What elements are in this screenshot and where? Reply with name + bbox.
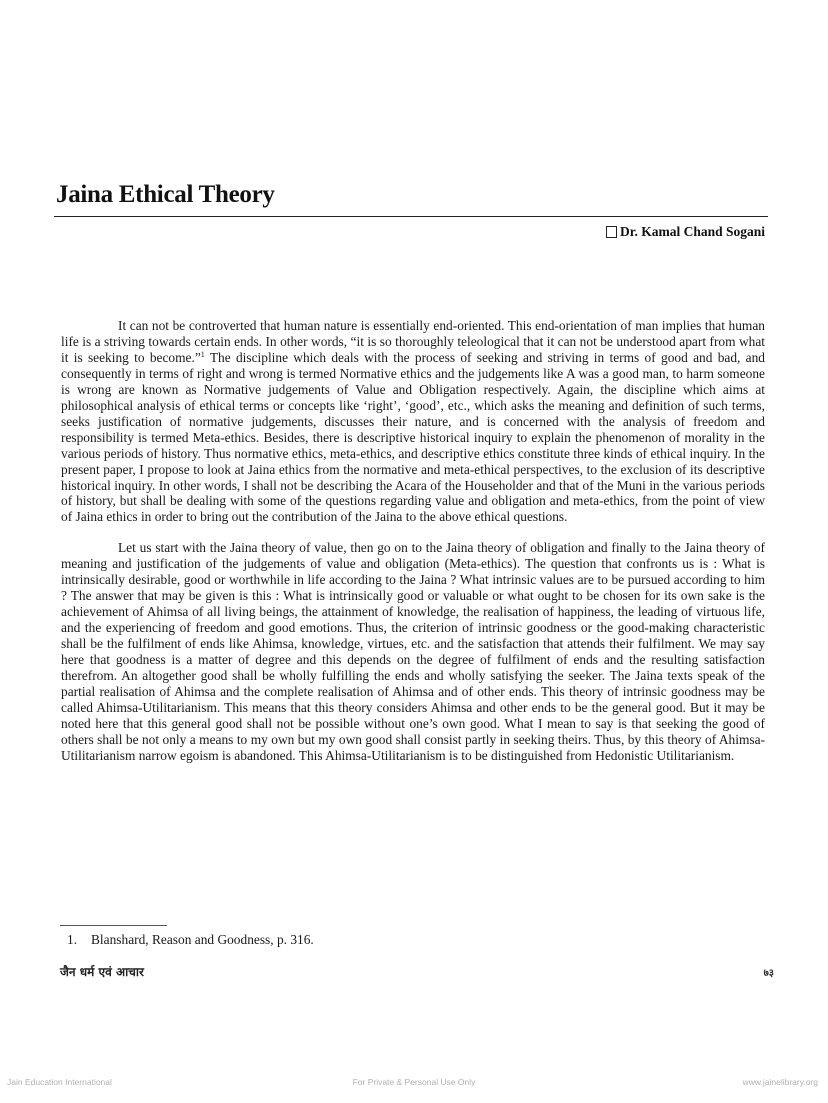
paragraph-2: Let us start with the Jaina theory of value, then go on to the Jaina theory of obligation and finally to the Jaina theory of meaning and justification of the judgements of value and obligation (Meta-ethics). The question that confronts us is : What is intrinsically desirable, good or worthwhile in life according to the Jaina ? What intrinsic values are to be pursued according to him ? The answer that may be given is this : What is intrinsically good or valuable or what ought to be chosen for its own sake is the achievement of Ahimsa of all living beings, the attainment of knowledge, the realisation of happiness, the leading of virtuous life, and the experiencing of freedom and good emotions. Thus, the criterion of intrinsic goodness or the good-making characteristic shall be the fulfilment of ends like Ahimsa, knowledge, virtues, etc. and the satisfaction that attends their fulfilment. We may say here that goodness is a matter of degree and this depends on the degree of fulfilment of ends and the resulting satisfaction therefrom. An altogether good shall be wholly fulfilling the ends and wholly satisfying the seeker. The Jaina texts speak of the partial realisation of Ahimsa and the complete realisation of Ahimsa and of other ends. This theory of intrinsic goodness may be called Ahimsa-Utilitarianism. This means that this theory considers Ahimsa and other ends to be the general good. But it may be noted here that this general good shall not be possible without one’s own good. What I mean to say is that seeking the good of others shall be not only a means to my own but my own good shall consist partly in seeking theirs. Thus, by this theory of Ahimsa-Utilitarianism narrow egoism is abandoned. This Ahimsa-Utilitarianism is to be distinguished from Hedonistic Utilitarianism. xyxy=(61,540,765,763)
author-name: Dr. Kamal Chand Sogani xyxy=(619,224,765,239)
article-body xyxy=(61,318,765,764)
footnote-reference[interactable]: 1 xyxy=(200,349,205,359)
website-link[interactable]: www.jainelibrary.org xyxy=(742,1077,818,1087)
page-number: ७३ xyxy=(763,968,774,979)
publisher-label: Jain Education International xyxy=(7,1077,112,1087)
article-title: Jaina Ethical Theory xyxy=(56,181,275,208)
watermark-footer xyxy=(0,1077,828,1091)
footnote-1 xyxy=(67,932,314,948)
author-byline xyxy=(606,224,765,240)
square-bullet-icon xyxy=(606,226,617,238)
footnote-number: 1. xyxy=(67,932,78,947)
paragraph-1 xyxy=(61,318,765,525)
paragraph-1-text-b: The discipline which deals with the process of seeking and striving in terms of good and bad, and consequently in terms of right and wrong is termed Normative ethics and the judgements like A was a good man, to harm someone is wrong are known as Normative judgements of Value and Obligation respectively. Again, the discipline which aims at philosophical analysis of ethical terms or concepts like ‘right’, ‘good’, etc., which asks the meaning and definition of such terms, seeks justification of normative judgements, discusses their nature, and is concerned with the analysis of freedom and responsibility is termed Meta-ethics. Besides, there is descriptive historical inquiry to explain the phenomenon of morality in the various periods of history. Thus normative ethics, meta-ethics, and descriptive ethics constitute three kinds of ethical inquiry. In the present paper, I propose to look at Jaina ethics from the normative and meta-ethical perspectives, to the exclusion of its descriptive historical inquiry. In other words, I shall not be describing the Acara of the Householder and that of the Muni in the various periods of history, but shall be dealing with some of the questions regarding value and obligation and meta-ethics, from the point of view of Jaina ethics in order to bring out the contribution of the Jaina to the above ethical questions. xyxy=(61,349,765,525)
paragraph-1-text-a: It can not be controverted that human nature is essentially end-oriented. This end-orientation of man implies that human life is a striving towards certain ends. In other words, “it is so thoroughly teleological that it can not be understood apart from what it is seeking to become.” xyxy=(61,318,765,365)
journal-name: जैन धर्म एवं आचार xyxy=(60,965,144,979)
footnote-divider xyxy=(60,925,167,926)
usage-notice: For Private & Personal Use Only xyxy=(352,1077,476,1087)
footnote-text: Blanshard, Reason and Goodness, p. 316. xyxy=(91,932,314,947)
title-divider xyxy=(54,216,768,217)
